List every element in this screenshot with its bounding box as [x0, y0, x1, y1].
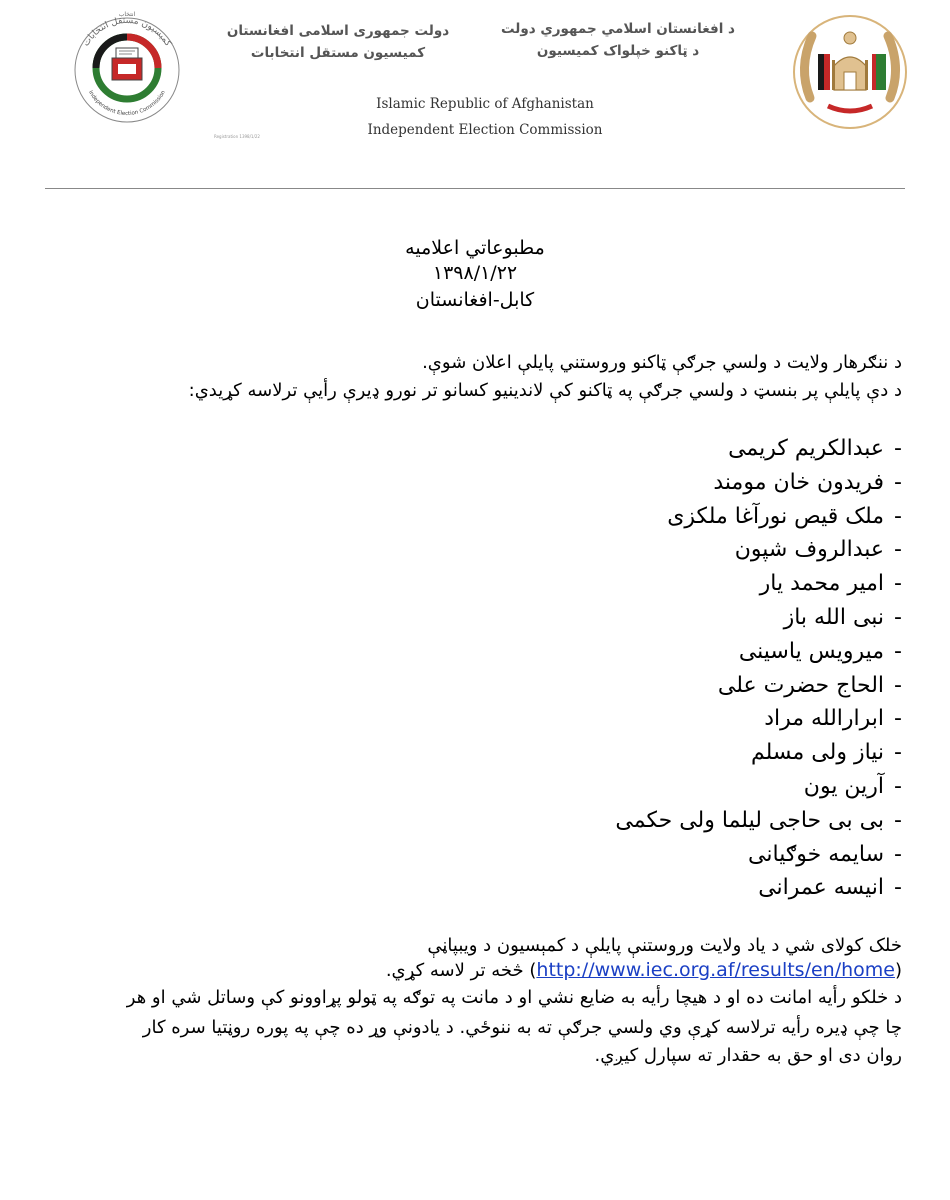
header-divider: [45, 188, 905, 189]
footer-line5: روان دی او حق به حقدار ته سپارل کيږي.: [594, 1045, 902, 1066]
list-item: -سایمه خوګیانی: [748, 841, 902, 867]
footer-paren-open: (: [894, 960, 902, 981]
header-pashto-line1: د افغانستان اسلامي جمهوري دولت: [501, 21, 735, 37]
list-item: -ابرارالله مراد: [764, 706, 902, 732]
list-item: -امیر محمد یار: [759, 571, 902, 597]
footer-link-line: [42, 958, 902, 983]
list-item: -بی بی حاجی لیلما ولی حکمی: [615, 807, 902, 833]
list-item: -نیاز ولی مسلم: [750, 740, 902, 766]
list-item: -عبدالکریم کریمی: [728, 436, 902, 461]
list-item: -انیسه عمرانی: [758, 875, 902, 901]
list-item: -آرین یون: [803, 773, 902, 799]
winners-list: [302, 432, 902, 905]
list-item: -ملک قیص نورآغا ملکزی: [667, 503, 902, 529]
logo-small-top: انتخاب: [118, 11, 136, 18]
header-english-line2: Independent Election Commission: [367, 122, 603, 138]
results-link[interactable]: http://www.iec.org.af/results/en/home: [536, 959, 895, 981]
release-title: مطبوعاتي اعلاميه: [405, 237, 545, 259]
header-dari: [208, 20, 468, 64]
header-dari-line1: دولت جمهوری اسلامی افغانستان: [226, 23, 450, 39]
header-dari-line2: کمیسیون مستقل انتخابات: [250, 45, 426, 61]
footer-line2-suffix: څخه تر لاسه کړي.: [385, 960, 524, 981]
footer-line3: د خلکو رأيه امانت ده او د هيچا رأيه به ضايع نشي او د مانت په توګه په ټولو پړاوونو کې وساتل شي او هر: [126, 987, 902, 1008]
footer-paren-close: ): [529, 960, 537, 981]
list-item: -نبی الله باز: [783, 604, 902, 630]
list-item: -عبدالروف شپون: [734, 537, 902, 563]
header-pashto-line2: د ټاکنو خپلواک کميسيون: [536, 43, 700, 59]
intro-line1: د ننګرهار ولايت د ولسي جرګې ټاکنو وروستني پايلې اعلان شوې.: [422, 352, 902, 373]
list-item: -فریدون خان مومند: [713, 469, 902, 495]
footer-line1: خلک کولای شي د ياد ولايت وروستنې پايلې د کمېسيون د ويبپاڼې: [427, 935, 902, 956]
release-place: کابل-افغانستان: [415, 289, 535, 311]
header-english-line1: Islamic Republic of Afghanistan: [376, 96, 594, 112]
list-item: -الحاج حضرت علی: [717, 672, 902, 698]
fine-print: Registration 1398/1/22: [214, 134, 260, 139]
list-item: -میرویس یاسینی: [738, 638, 902, 664]
logo-ring-bottom: Independent Election Commission: [86, 89, 168, 118]
footer-line4: چا چې ډيره رأيه ترلاسه کړې وي ولسي جرګې ته به ننوځي. د يادونې وړ ده چې په پوره روڼتيا سره کار: [142, 1017, 902, 1038]
logo-ring-top: کمیسیون مستقل انتخابات: [81, 15, 173, 49]
iec-logo: [62, 6, 192, 126]
release-date: ۱۳۹۸/۱/۲۲: [432, 262, 518, 284]
header-pashto: [488, 18, 748, 62]
national-emblem: [788, 8, 912, 132]
intro-line2: د دې پايلې پر بنسټ د ولسي جرګې په ټاکنو کې لاندينيو کسانو تر نورو ډيرې رأيې ترلاسه کړيدي:: [188, 380, 902, 401]
